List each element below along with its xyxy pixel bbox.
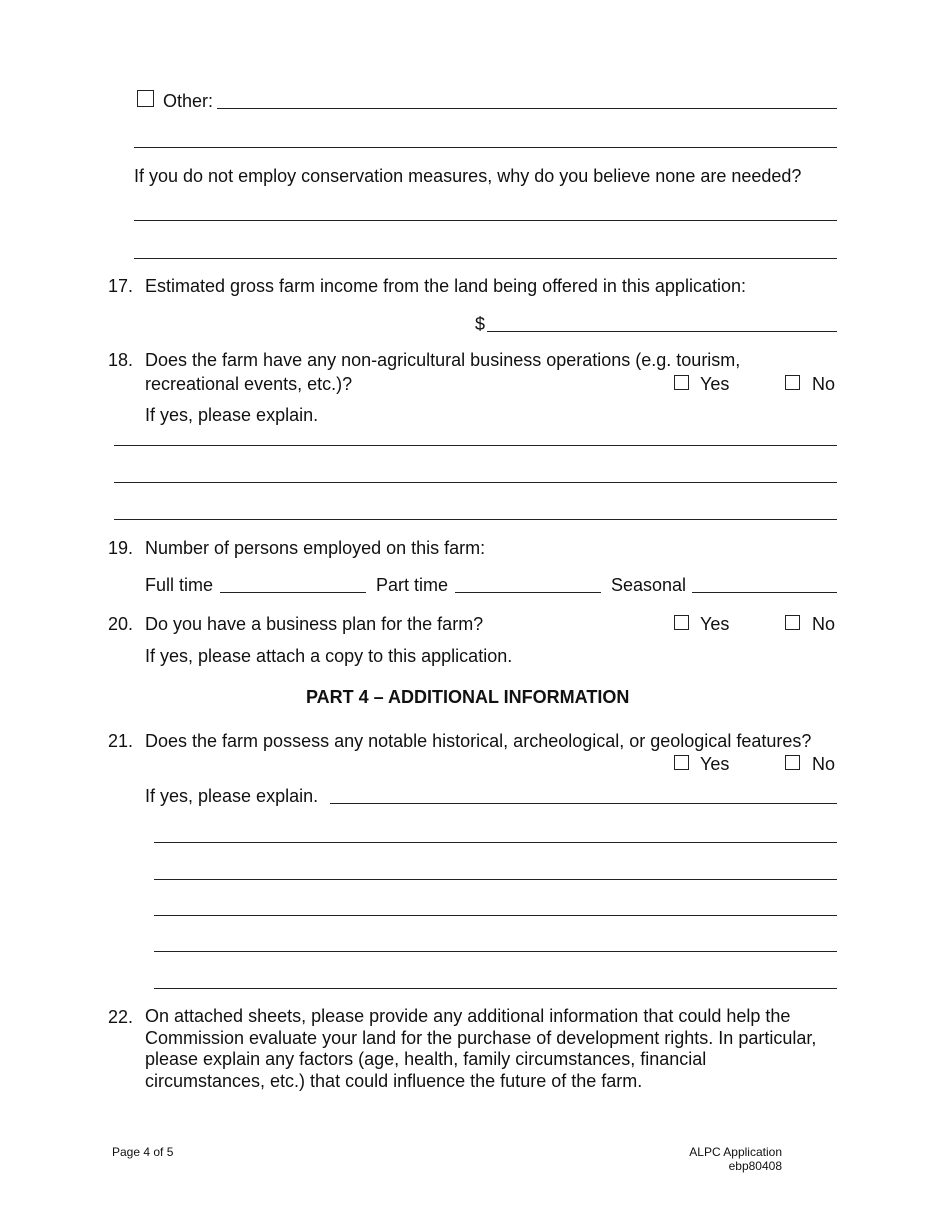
q20-yes-label: Yes — [700, 614, 730, 634]
q21-text: Does the farm possess any notable historical, archeological, or geological features? — [145, 731, 812, 751]
q21-explain-line-0[interactable] — [330, 803, 837, 804]
part4-heading: PART 4 – ADDITIONAL INFORMATION — [306, 687, 630, 707]
q21-explain-label: If yes, please explain. — [145, 786, 319, 806]
q19-text: Number of persons employed on this farm: — [145, 538, 486, 558]
q18-explain-line-2[interactable] — [114, 482, 837, 483]
footer-page-number: Page 4 of 5 — [112, 1145, 174, 1159]
q21-explain-line-5[interactable] — [154, 988, 837, 989]
q18-explain-label: If yes, please explain. — [145, 405, 319, 425]
no-conservation-answer-line-1[interactable] — [134, 220, 837, 221]
no-conservation-question: If you do not employ conservation measures, why do you believe none are needed? — [134, 166, 802, 186]
q21-yes-checkbox[interactable] — [674, 755, 689, 770]
q18-text-line2: recreational events, etc.)? — [145, 374, 353, 394]
q19-seasonal-label: Seasonal — [611, 575, 687, 595]
q18-no-label: No — [812, 374, 836, 394]
q21-explain-line-3[interactable] — [154, 915, 837, 916]
q18-number: 18. — [108, 350, 134, 370]
q17-income-input-line[interactable] — [487, 331, 837, 332]
other-checkbox[interactable] — [137, 90, 154, 107]
no-conservation-answer-line-2[interactable] — [134, 258, 837, 259]
other-label: Other: — [163, 91, 214, 111]
q20-no-checkbox[interactable] — [785, 615, 800, 630]
q21-no-checkbox[interactable] — [785, 755, 800, 770]
q20-yes-checkbox[interactable] — [674, 615, 689, 630]
q19-number: 19. — [108, 538, 134, 558]
q20-note: If yes, please attach a copy to this application. — [145, 646, 513, 666]
other-input-line-2[interactable] — [134, 147, 837, 148]
footer-form-name: ALPC Application — [689, 1145, 782, 1159]
q21-no-label: No — [812, 754, 836, 774]
q19-full-time-label: Full time — [145, 575, 214, 595]
q22-text: On attached sheets, please provide any additional information that could help the Commission evaluate your land for the purchase of development rights. In particular, please explain any factors (age, health, family circumstances, financial circumstances, etc.) that could influence the future of the farm. — [145, 1006, 817, 1091]
q22-number: 22. — [108, 1007, 134, 1027]
q18-explain-line-3[interactable] — [114, 519, 837, 520]
q17-number: 17. — [108, 276, 134, 296]
q20-text: Do you have a business plan for the farm? — [145, 614, 484, 634]
q17-text: Estimated gross farm income from the land being offered in this application: — [145, 276, 746, 296]
q19-seasonal-input-line[interactable] — [692, 592, 837, 593]
q21-explain-line-1[interactable] — [154, 842, 837, 843]
q19-part-time-input-line[interactable] — [455, 592, 601, 593]
q21-yes-label: Yes — [700, 754, 730, 774]
q21-explain-line-2[interactable] — [154, 879, 837, 880]
q21-explain-line-4[interactable] — [154, 951, 837, 952]
q18-yes-label: Yes — [700, 374, 730, 394]
q20-no-label: No — [812, 614, 836, 634]
footer-form-code: ebp80408 — [728, 1159, 782, 1173]
q19-part-time-label: Part time — [376, 575, 449, 595]
q18-text-line1: Does the farm have any non-agricultural business operations (e.g. tourism, — [145, 350, 741, 370]
other-input-line[interactable] — [217, 108, 837, 109]
q20-number: 20. — [108, 614, 134, 634]
q17-currency-symbol: $ — [475, 314, 486, 334]
q18-explain-line-1[interactable] — [114, 445, 837, 446]
q18-yes-checkbox[interactable] — [674, 375, 689, 390]
q19-full-time-input-line[interactable] — [220, 592, 366, 593]
q18-no-checkbox[interactable] — [785, 375, 800, 390]
q21-number: 21. — [108, 731, 134, 751]
